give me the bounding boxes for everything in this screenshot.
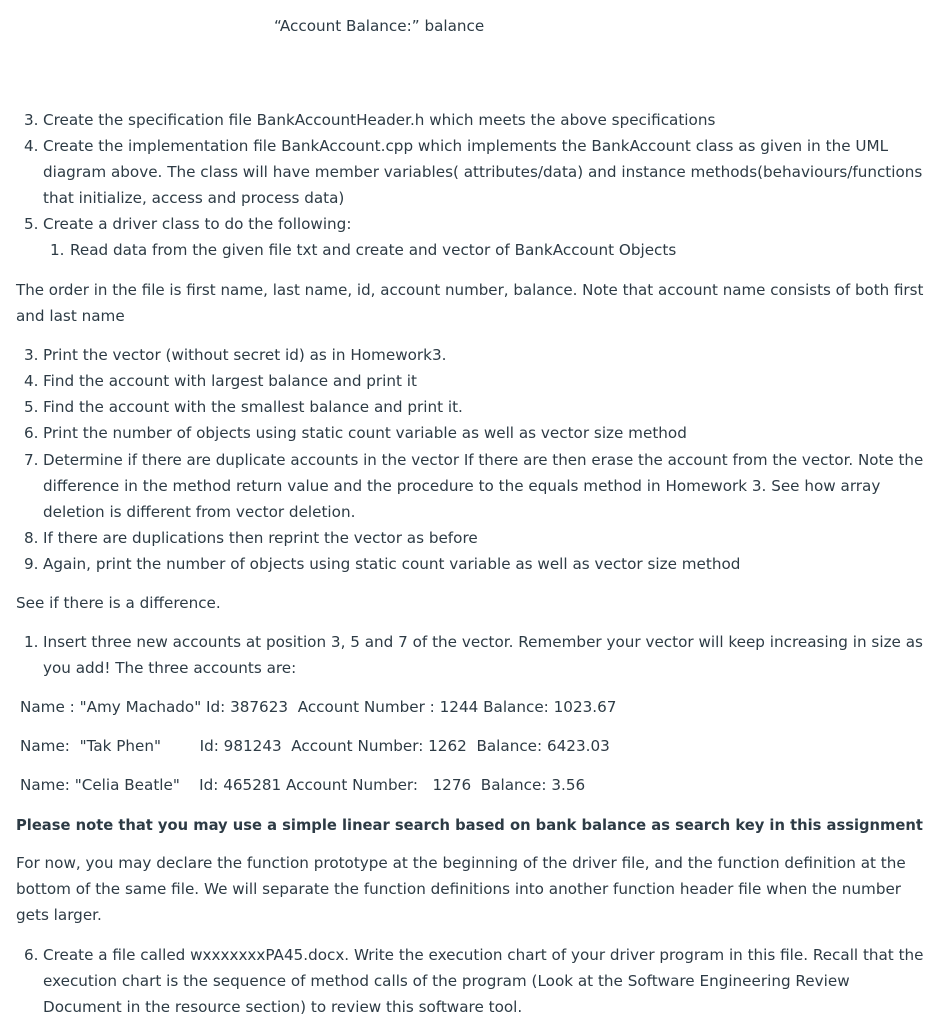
- list-item-text: Find the account with the smallest balance and print it.: [43, 398, 463, 416]
- list-item-text: Insert three new accounts at position 3, 5 and 7 of the vector. Remember your vector will keep increasing in size as: [43, 633, 923, 651]
- account-balance-line: “Account Balance:” balance: [274, 17, 485, 35]
- list-number: 9.: [24, 555, 39, 573]
- list-number: 4.: [24, 372, 39, 390]
- paragraph-prototype: bottom of the same file. We will separate the function definitions into another function header file when the number: [16, 880, 902, 898]
- list-item-text: you add! The three accounts are:: [43, 659, 297, 677]
- paragraph-file-order: The order in the file is first name, last name, id, account number, balance. Note that account name consists of both first: [16, 281, 924, 299]
- list-item-text: Again, print the number of objects using static count variable as well as vector size method: [43, 555, 741, 573]
- list-item-text: diagram above. The class will have member variables( attributes/data) and instance methods(behaviours/functions: [43, 163, 923, 181]
- list-item-text: Create a driver class to do the following:: [43, 215, 352, 233]
- paragraph-prototype: gets larger.: [16, 906, 102, 924]
- list-number: 3.: [24, 111, 39, 129]
- paragraph-see-difference: See if there is a difference.: [16, 594, 221, 612]
- list-item-text: execution chart is the sequence of method calls of the program (Look at the Software Engineering Review: [43, 972, 850, 990]
- list-number: 7.: [24, 451, 39, 469]
- sub-list-number: 1.: [50, 241, 65, 259]
- list-number: 6.: [24, 424, 39, 442]
- list-item-text: Create the specification file BankAccountHeader.h which meets the above specifications: [43, 111, 716, 129]
- list-item-text: Document in the resource section) to review this software tool.: [43, 998, 523, 1016]
- list-item-text: Find the account with largest balance and print it: [43, 372, 417, 390]
- list-item-text: Print the vector (without secret id) as in Homework3.: [43, 346, 447, 364]
- list-number: 3.: [24, 346, 39, 364]
- list-item-text: Print the number of objects using static count variable as well as vector size method: [43, 424, 687, 442]
- list-item-text: If there are duplications then reprint the vector as before: [43, 529, 478, 547]
- account-celia-beatle: Name: "Celia Beatle" Id: 465281 Account Number: 1276 Balance: 3.56: [20, 776, 586, 794]
- list-number: 4.: [24, 137, 39, 155]
- list-item-text: Determine if there are duplicate accounts in the vector If there are then erase the account from the vector. Note the: [43, 451, 924, 469]
- list-item-text: that initialize, access and process data): [43, 189, 345, 207]
- list-item-text: deletion is different from vector deletion.: [43, 503, 356, 521]
- list-number: 1.: [24, 633, 39, 651]
- bold-note: Please note that you may use a simple linear search based on bank balance as search key in this assignment: [16, 816, 923, 834]
- paragraph-file-order: and last name: [16, 307, 125, 325]
- list-number: 5.: [24, 215, 39, 233]
- list-number: 5.: [24, 398, 39, 416]
- list-number: 8.: [24, 529, 39, 547]
- account-tak-phen: Name: "Tak Phen" Id: 981243 Account Number: 1262 Balance: 6423.03: [20, 737, 610, 755]
- list-item-text: Create a file called wxxxxxxxPA45.docx. Write the execution chart of your driver program in this file. Recall that the: [43, 946, 924, 964]
- sub-list-item-text: Read data from the given file txt and create and vector of BankAccount Objects: [70, 241, 677, 259]
- list-item-text: difference in the method return value and the procedure to the equals method in Homework 3. See how array: [43, 477, 881, 495]
- list-number: 6.: [24, 946, 39, 964]
- list-item-text: Create the implementation file BankAccount.cpp which implements the BankAccount class as given in the UML: [43, 137, 889, 155]
- paragraph-prototype: For now, you may declare the function prototype at the beginning of the driver file, and the function definition at the: [16, 854, 906, 872]
- account-amy-machado: Name : "Amy Machado" Id: 387623 Account Number : 1244 Balance: 1023.67: [20, 698, 617, 716]
